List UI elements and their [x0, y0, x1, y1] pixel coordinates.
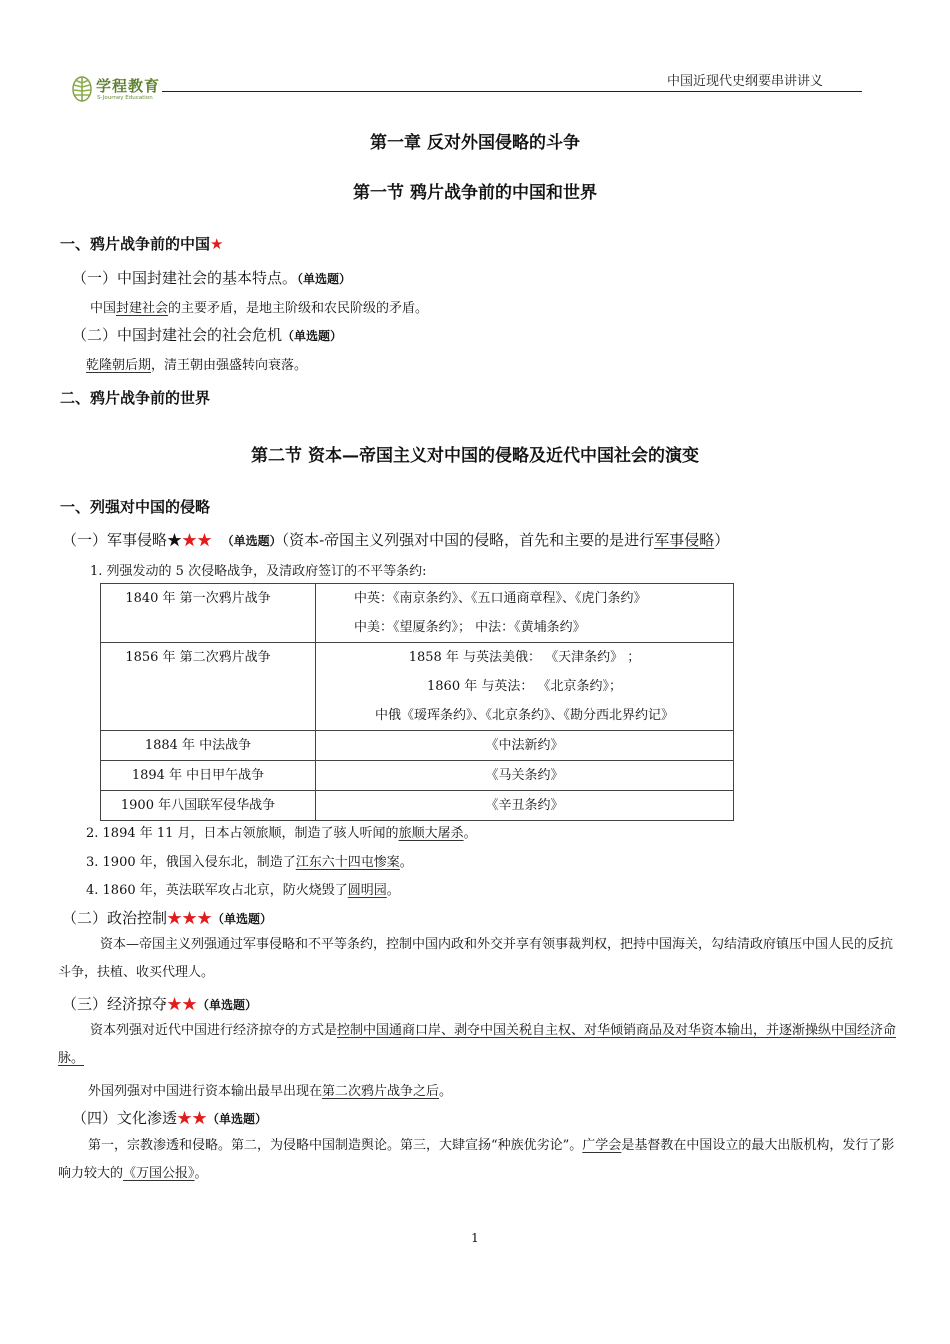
importance-star: ★	[167, 531, 183, 549]
question-type-tag: （单选题）	[297, 272, 352, 286]
key-term: 军事侵略	[654, 531, 715, 549]
importance-star: ★★★	[167, 909, 213, 927]
text: 资本列强对近代中国进行经济掠夺的方式是	[90, 1023, 338, 1038]
table-row	[101, 761, 734, 791]
war-cell	[101, 584, 316, 643]
war-label: 1894 年 中日甲午战争	[131, 768, 265, 783]
section2-part1-heading: 一、列强对中国的侵略	[60, 498, 211, 516]
table-row	[101, 791, 734, 821]
list-item-lushun	[86, 822, 477, 841]
table-row	[101, 584, 734, 643]
section2-title: 第二节 资本—帝国主义对中国的侵略及近代中国社会的演变	[251, 446, 699, 466]
importance-star: ★★	[167, 995, 198, 1013]
subheading-text: （一）中国封建社会的基本特点。	[72, 269, 298, 287]
list-item-jiangdong	[86, 851, 413, 870]
subheading-text: （二）中国封建社会的社会危机	[72, 326, 283, 344]
key-term: 乾隆朝后期	[86, 358, 152, 373]
treaty-cell	[316, 731, 734, 761]
chapter-title: 第一章 反对外国侵略的斗争	[370, 133, 580, 153]
importance-star: ★★	[182, 531, 213, 549]
treaty-line: 1860 年 与英法： 《北京条约》；	[427, 679, 622, 694]
subheading-basic-features	[72, 267, 351, 288]
text: 。	[399, 855, 413, 870]
text: 4. 1860 年，英法联军攻占北京，防火烧毁了	[86, 883, 348, 898]
treaty-line: 1858 年 与英法美俄： 《天津条约》 ；	[408, 650, 641, 665]
treaty-line: 中美：《望厦条约》； 中法：《黄埔条约》	[354, 620, 586, 635]
treaty-cell	[316, 584, 734, 643]
paragraph-main-contradiction	[90, 297, 428, 316]
war-label: 1840 年 第一次鸦片战争	[125, 591, 271, 606]
subheading-text: （一）军事侵略	[62, 531, 168, 549]
treaty-cell	[316, 791, 734, 821]
text: 2. 1894 年 11 月，日本占领旅顺，制造了骇人听闻的	[86, 826, 399, 841]
brand-name: 学程教育	[96, 77, 161, 95]
brand-name-en: S-Journey Education	[97, 95, 153, 101]
key-term: 广学会	[582, 1138, 622, 1153]
note-text: （资本-帝国主义列强对中国的侵略，首先和主要的是进行	[281, 531, 655, 549]
key-term: 第二次鸦片战争之后	[322, 1084, 440, 1099]
question-type-tag: （单选题）	[197, 998, 258, 1012]
paragraph-qianlong	[86, 354, 307, 373]
importance-star: ★★	[177, 1109, 208, 1127]
importance-star: ★	[210, 235, 224, 253]
text: 第一，宗教渗透和侵略。第二，为侵略中国制造舆论。第三，大肆宣扬“种族优劣论”。	[88, 1138, 583, 1153]
treaty-line: 《辛丑条约》	[485, 798, 564, 813]
text: ，清王朝由强盛转向衰落。	[151, 358, 308, 373]
note-text: ）	[714, 531, 730, 549]
war-label: 1900 年八国联军侵华战争	[120, 798, 276, 813]
section1-part2-heading: 二、鸦片战争前的世界	[60, 389, 211, 407]
treaty-line: 《中法新约》	[485, 738, 564, 753]
page-number: 1	[471, 1231, 479, 1245]
question-type-tag: （单选题）	[207, 1112, 268, 1126]
text: 外国列强对中国进行资本输出最早出现在	[88, 1084, 323, 1099]
text: 中国	[90, 301, 117, 316]
document-title: 中国近现代史纲要串讲讲义	[667, 74, 824, 89]
treaty-line: 《马关条约》	[485, 768, 564, 783]
text: 。	[463, 826, 477, 841]
subheading-cultural	[72, 1107, 267, 1128]
text: 的主要矛盾，是地主阶级和农民阶级的矛盾。	[168, 301, 429, 316]
war-cell	[101, 761, 316, 791]
logo-leaf-icon	[70, 76, 94, 102]
text: 3. 1900 年，俄国入侵东北，制造了	[86, 855, 296, 870]
text: 。	[194, 1166, 208, 1181]
heading-text: 一、鸦片战争前的中国	[60, 235, 211, 253]
subheading-text: （四）文化渗透	[72, 1109, 178, 1127]
key-term: 旅顺大屠杀	[398, 826, 464, 841]
key-term: 江东六十四屯惨案	[295, 855, 400, 870]
header-divider	[162, 91, 862, 92]
paragraph-capital-export	[88, 1080, 452, 1099]
text: 是基督教在中国设立的最大出版机构，发行了影响力较大的	[58, 1138, 895, 1181]
subheading-economic	[62, 993, 257, 1014]
subheading-social-crisis	[72, 324, 342, 345]
paragraph-economic	[58, 1017, 898, 1073]
table-row	[101, 731, 734, 761]
subheading-political	[62, 907, 272, 928]
question-type-tag: （单选题）	[212, 912, 273, 926]
key-term: 控制中国通商口岸、剥夺中国关税自主权、对华倾销商品及对华资本输出，并逐渐操纵中国经济命脉。	[58, 1023, 897, 1066]
war-label: 1884 年 中法战争	[144, 738, 252, 753]
list-item-wars: 1. 列强发动的 5 次侵略战争，及清政府签订的不平等条约:	[90, 564, 427, 579]
section1-part1-heading	[60, 233, 223, 254]
key-term: 圆明园	[347, 883, 387, 898]
treaty-table	[100, 583, 734, 821]
section1-title: 第一节 鸦片战争前的中国和世界	[353, 183, 597, 203]
subheading-text: （三）经济掠夺	[62, 995, 168, 1013]
war-cell	[101, 791, 316, 821]
treaty-cell	[316, 643, 734, 731]
treaty-line: 中俄《瑷珲条约》、《北京条约》、《勘分西北界约记》	[374, 708, 674, 723]
paragraph-political: 资本—帝国主义列强通过军事侵略和不平等条约，控制中国内政和外交并享有领事裁判权，把持中国海关，勾结清政府镇压中国人民的反抗斗争，扶植、收买代理人。	[58, 937, 894, 980]
paragraph-cultural	[58, 1132, 898, 1188]
treaty-cell	[316, 761, 734, 791]
question-type-tag: （单选题）	[221, 534, 282, 548]
text: 。	[386, 883, 400, 898]
subheading-text: （二）政治控制	[62, 909, 168, 927]
key-term: 《万国公报》	[123, 1166, 195, 1181]
war-cell	[101, 643, 316, 731]
table-row	[101, 643, 734, 731]
list-item-yuanmingyuan	[86, 879, 400, 898]
key-term: 封建社会	[116, 301, 169, 316]
text: 。	[439, 1084, 453, 1099]
war-label: 1856 年 第二次鸦片战争	[125, 650, 271, 665]
question-type-tag: （单选题）	[282, 329, 343, 343]
subheading-military	[62, 529, 729, 550]
treaty-line: 中英：《南京条约》、《五口通商章程》、《虎门条约》	[354, 591, 647, 606]
war-cell	[101, 731, 316, 761]
